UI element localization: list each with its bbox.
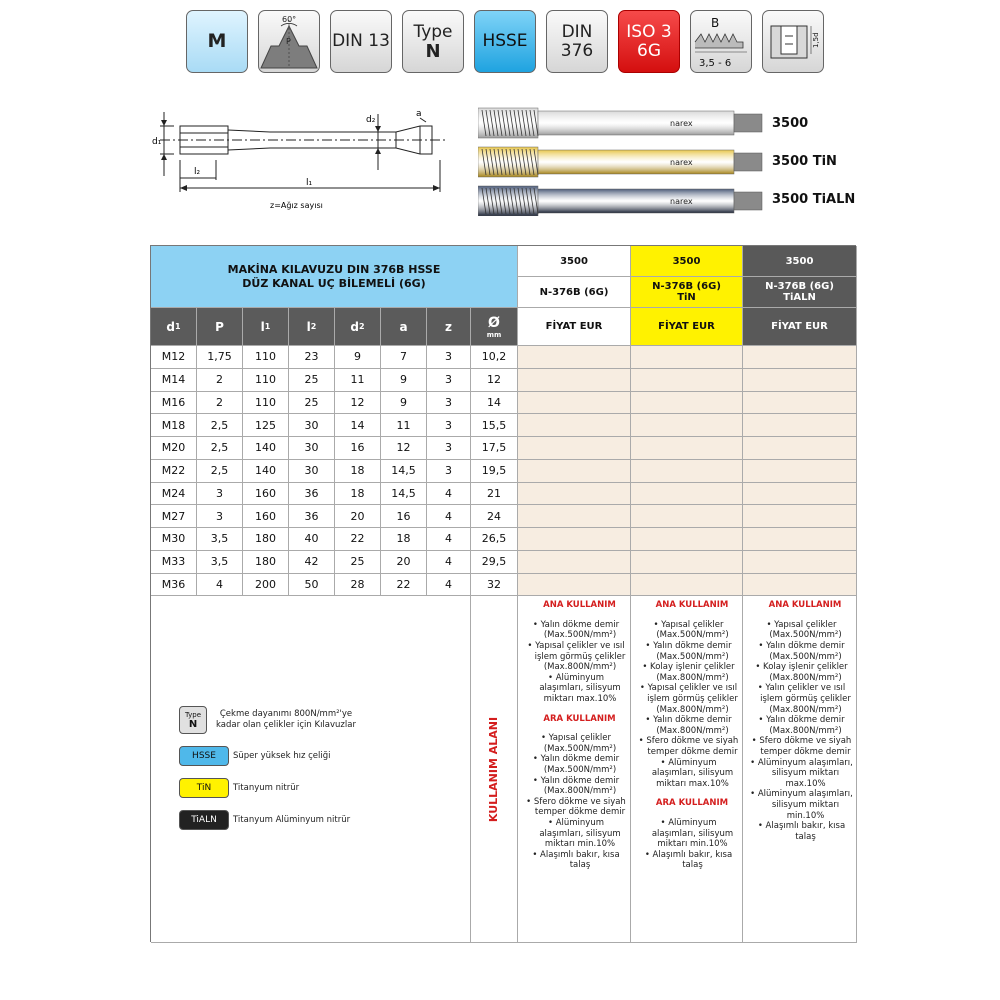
main-usage-item: • Yalın çelikler ve ısıl işlem görmüş çelikler (Max.800N/mm²): [757, 683, 851, 715]
price-cell-r6-p2: [743, 483, 857, 506]
main-usage-item: • Alüminyum alaşımları, silisyum miktarı max.10%: [539, 672, 621, 704]
cell-r8-c7: 26,5: [471, 528, 518, 551]
product-table: [150, 245, 856, 942]
price-cell-r5-p1: [631, 460, 743, 483]
cell-r3-c3: 30: [289, 414, 335, 437]
price-cell-r10-p2: [743, 574, 857, 597]
price-label-0: FİYAT EUR: [518, 308, 631, 346]
tool-label-2: 3500 TiALN: [772, 192, 856, 207]
cell-r4-c1: 2,5: [197, 437, 243, 460]
price-cell-r9-p0: [518, 551, 631, 574]
cell-r2-c4: 12: [335, 392, 381, 415]
thread-angle-label: 60°: [282, 14, 297, 24]
cell-r5-c1: 2,5: [197, 460, 243, 483]
price-cell-r3-p0: [518, 414, 631, 437]
price-cell-r2-p2: [743, 392, 857, 415]
usage-list-0: [518, 596, 631, 871]
cell-r1-c1: 2: [197, 369, 243, 392]
column-header-7: [471, 308, 518, 346]
badge-row: [186, 10, 820, 73]
badge-line1: DIN 13: [332, 31, 390, 51]
legend-badge-2: TiN: [179, 778, 229, 798]
tool-image-0: [478, 108, 762, 138]
cell-r0-c4: 9: [335, 346, 381, 369]
cell-r2-c3: 25: [289, 392, 335, 415]
column-subscript: 1: [264, 322, 271, 331]
column-header-3: [289, 308, 335, 346]
main-usage-item: • Kolay işlenir çelikler (Max.800N/mm²): [642, 662, 735, 683]
column-header-5: [381, 308, 427, 346]
main-usage-item: • Yalın dökme demir (Max.500N/mm²): [758, 641, 845, 662]
cell-r1-c5: 9: [381, 369, 427, 392]
size-M33: M33: [151, 551, 197, 574]
main-usage-item: • Yapısal çelikler (Max.500N/mm²): [653, 619, 729, 641]
size-M24: M24: [151, 483, 197, 506]
legend-badge-3: TiALN: [179, 810, 229, 830]
price-cell-r0-p0: [518, 346, 631, 369]
teeth-note: z=Ağız sayısı: [270, 201, 323, 210]
table-title-line2: DÜZ KANAL UÇ BİLEMELİ (6G): [242, 276, 426, 290]
cell-r0-c2: 110: [243, 346, 289, 369]
cell-r3-c7: 15,5: [471, 414, 518, 437]
legend-row-2: [179, 778, 299, 798]
cell-r3-c1: 2,5: [197, 414, 243, 437]
cell-r8-c1: 3,5: [197, 528, 243, 551]
cell-r10-c1: 4: [197, 574, 243, 597]
tool-brand: narex: [670, 158, 693, 167]
secondary-usage-title: ARA KULLANIM: [655, 798, 729, 809]
badge-5: [546, 10, 608, 73]
cell-r0-c7: 10,2: [471, 346, 518, 369]
secondary-usage-item: • Yapısal çelikler (Max.500N/mm²): [540, 733, 617, 754]
diameter-icon: Ø: [488, 314, 500, 331]
column-subscript: 2: [359, 322, 365, 331]
cell-r8-c3: 40: [289, 528, 335, 551]
price-cell-r7-p2: [743, 505, 857, 528]
main-usage-item: • Yalın dökme demir (Max.500N/mm²): [645, 641, 732, 662]
product-code-0: 3500: [518, 246, 631, 277]
cell-r10-c3: 50: [289, 574, 335, 597]
cell-r2-c2: 110: [243, 392, 289, 415]
usage-list-2: [743, 596, 857, 842]
badge-line1: M: [207, 30, 227, 52]
cell-r8-c6: 4: [427, 528, 471, 551]
price-cell-r9-p1: [631, 551, 743, 574]
cell-r10-c4: 28: [335, 574, 381, 597]
badge-3: [402, 10, 464, 73]
badge-2: [330, 10, 392, 73]
cell-r7-c6: 4: [427, 505, 471, 528]
column-symbol: d: [166, 319, 175, 334]
price-cell-r10-p0: [518, 574, 631, 597]
product-code-2: 3500: [743, 246, 857, 277]
legend-row-1: [179, 746, 331, 766]
column-header-1: [197, 308, 243, 346]
main-usage-title: ANA KULLANIM: [768, 600, 842, 611]
secondary-usage-title: ARA KULLANIM: [543, 713, 616, 724]
cell-r0-c6: 3: [427, 346, 471, 369]
thread-profile-icon: [259, 12, 319, 72]
column-header-0: [151, 308, 197, 346]
cell-r4-c3: 30: [289, 437, 335, 460]
secondary-usage-item: • Sfero dökme ve siyah temper dökme demir: [526, 796, 626, 818]
cell-r5-c2: 140: [243, 460, 289, 483]
tool-brand: narex: [670, 119, 693, 128]
cell-r5-c7: 19,5: [471, 460, 518, 483]
column-header-6: [427, 308, 471, 346]
legend-badge-0: [179, 706, 207, 734]
cell-r3-c4: 14: [335, 414, 381, 437]
main-usage-item: • Yalın dökme demir (Max.500N/mm²): [532, 619, 620, 641]
product-coating: TiALN: [783, 292, 816, 303]
cell-r9-c6: 4: [427, 551, 471, 574]
badge-line1: HSSE: [482, 31, 528, 51]
main-usage-item: • Yapısal çelikler ve ısıl işlem görmüş çelikler (Max.800N/mm²): [527, 641, 626, 673]
tap-dimension-drawing: [150, 100, 450, 215]
cell-r6-c6: 4: [427, 483, 471, 506]
main-usage-item: • Yapısal çelikler (Max.500N/mm²): [766, 619, 842, 641]
thread-pitch-label: P: [286, 36, 291, 46]
price-cell-r8-p2: [743, 528, 857, 551]
price-cell-r3-p2: [743, 414, 857, 437]
product-name-0: [518, 277, 631, 308]
column-symbol: z: [445, 319, 452, 334]
cell-r4-c7: 17,5: [471, 437, 518, 460]
size-M14: M14: [151, 369, 197, 392]
table-title: [151, 246, 518, 308]
price-cell-r8-p0: [518, 528, 631, 551]
secondary-usage-item: • Yalın dökme demir (Max.800N/mm²): [532, 775, 620, 797]
cell-r1-c6: 3: [427, 369, 471, 392]
label-l2: l₂: [194, 167, 201, 177]
price-cell-r10-p1: [631, 574, 743, 597]
legend-text-1: Süper yüksek hız çeliği: [233, 750, 331, 761]
cell-r2-c1: 2: [197, 392, 243, 415]
main-usage-title: ANA KULLANIM: [655, 600, 729, 611]
cell-r10-c5: 22: [381, 574, 427, 597]
price-cell-r1-p2: [743, 369, 857, 392]
column-symbol: l: [260, 319, 265, 334]
cell-r4-c5: 12: [381, 437, 427, 460]
main-usage-item: • Alüminyum alaşımları, silisyum miktarı min.10%: [750, 789, 853, 821]
cell-r6-c7: 21: [471, 483, 518, 506]
cell-r10-c2: 200: [243, 574, 289, 597]
tool-label-0: 3500: [772, 116, 809, 131]
column-symbol: d: [350, 319, 359, 334]
price-cell-r5-p0: [518, 460, 631, 483]
legend-badge-line1: Type: [184, 711, 202, 720]
cell-r7-c7: 24: [471, 505, 518, 528]
badge-line1: DIN: [561, 21, 593, 42]
cell-r6-c4: 18: [335, 483, 381, 506]
cell-r4-c2: 140: [243, 437, 289, 460]
cell-r6-c1: 3: [197, 483, 243, 506]
cell-r9-c5: 20: [381, 551, 427, 574]
legend-row-0: [179, 706, 361, 734]
label-a: a: [416, 109, 422, 119]
badge-4: [474, 10, 536, 73]
product-standard: N-376B (6G): [539, 286, 609, 298]
legend-area: [151, 596, 471, 943]
main-usage-item: • Yalın dökme demir (Max.800N/mm²): [645, 715, 732, 736]
cell-r7-c4: 20: [335, 505, 381, 528]
cell-r0-c3: 23: [289, 346, 335, 369]
cell-r7-c5: 16: [381, 505, 427, 528]
secondary-usage-item: • Yalın dökme demir (Max.500N/mm²): [532, 754, 620, 775]
price-cell-r7-p1: [631, 505, 743, 528]
price-cell-r0-p2: [743, 346, 857, 369]
product-code-1: 3500: [631, 246, 743, 277]
cell-r9-c7: 29,5: [471, 551, 518, 574]
cell-r1-c4: 11: [335, 369, 381, 392]
secondary-usage-item: • Alüminyum alaşımları, silisyum miktarı min.10%: [651, 817, 734, 850]
legend-row-3: [179, 810, 350, 830]
column-header-2: [243, 308, 289, 346]
tool-brand: narex: [670, 197, 693, 206]
label-d2: d₂: [366, 115, 376, 125]
price-label-2: FİYAT EUR: [743, 308, 857, 346]
cell-r8-c2: 180: [243, 528, 289, 551]
column-subscript: 2: [310, 322, 317, 331]
usage-col-2: [743, 596, 857, 943]
thread-depth-label: 1,5d: [812, 31, 820, 48]
cell-r6-c5: 14,5: [381, 483, 427, 506]
usage-area-text: KULLANIM ALANI: [487, 716, 501, 822]
price-cell-r9-p2: [743, 551, 857, 574]
cell-r1-c3: 25: [289, 369, 335, 392]
legend-text-2: Titanyum nitrür: [233, 782, 300, 793]
badge-0: [186, 10, 248, 73]
size-M36: M36: [151, 574, 197, 597]
size-M27: M27: [151, 505, 197, 528]
cell-r3-c5: 11: [381, 414, 427, 437]
badge-line2: N: [425, 40, 441, 62]
chamfer-icon: [691, 12, 751, 72]
column-subscript: 1: [175, 322, 181, 331]
legend-text-3: Titanyum Alüminyum nitrür: [233, 814, 351, 825]
cell-r5-c3: 30: [289, 460, 335, 483]
chamfer-form-label: B: [711, 15, 720, 30]
cell-r7-c1: 3: [197, 505, 243, 528]
badge-line1: ISO 3: [626, 21, 672, 42]
price-cell-r7-p0: [518, 505, 631, 528]
cell-r5-c5: 14,5: [381, 460, 427, 483]
column-symbol: P: [215, 319, 224, 334]
main-usage-item: • Alaşımlı bakır, kısa talaş: [757, 821, 846, 842]
cell-r8-c4: 22: [335, 528, 381, 551]
tool-images: [478, 104, 768, 216]
diameter-unit: mm: [486, 330, 502, 339]
column-symbol: a: [399, 319, 408, 334]
price-cell-r8-p1: [631, 528, 743, 551]
size-M22: M22: [151, 460, 197, 483]
label-d1: d₁: [152, 137, 162, 147]
cell-r9-c3: 42: [289, 551, 335, 574]
badge-8: [762, 10, 824, 73]
main-usage-item: • Alüminyum alaşımları, silisyum miktarı max.10%: [750, 757, 853, 789]
badge-7: [690, 10, 752, 73]
cell-r3-c2: 125: [243, 414, 289, 437]
badge-line1: Type: [413, 21, 453, 42]
price-cell-r4-p0: [518, 437, 631, 460]
price-cell-r3-p1: [631, 414, 743, 437]
main-usage-item: • Kolay işlenir çelikler (Max.800N/mm²): [755, 662, 848, 683]
cell-r1-c2: 110: [243, 369, 289, 392]
size-M16: M16: [151, 392, 197, 415]
secondary-usage-item: • Alaşımlı bakır, kısa talaş: [644, 849, 733, 871]
secondary-usage-item: • Alaşımlı bakır, kısa talaş: [532, 849, 620, 871]
secondary-usage-item: • Alüminyum alaşımları, silisyum miktarı min.10%: [539, 817, 621, 850]
product-standard: N-376B (6G): [652, 281, 721, 292]
cell-r9-c4: 25: [335, 551, 381, 574]
product-standard: N-376B (6G): [765, 281, 834, 292]
usage-col-0: [518, 596, 631, 943]
price-cell-r0-p1: [631, 346, 743, 369]
tool-label-1: 3500 TiN: [772, 154, 837, 169]
tool-image-2: [478, 186, 762, 216]
main-usage-item: • Yalın dökme demir (Max.800N/mm²): [758, 715, 845, 736]
cell-r2-c7: 14: [471, 392, 518, 415]
main-usage-item: • Yapısal çelikler ve ısıl işlem görmüş çelikler (Max.800N/mm²): [639, 683, 738, 715]
cell-r7-c3: 36: [289, 505, 335, 528]
cell-r4-c6: 3: [427, 437, 471, 460]
price-cell-r5-p2: [743, 460, 857, 483]
cell-r10-c7: 32: [471, 574, 518, 597]
main-usage-item: • Alüminyum alaşımları, silisyum miktarı max.10%: [651, 757, 734, 789]
cell-r6-c3: 36: [289, 483, 335, 506]
table-title-line1: MAKİNA KILAVUZU DIN 376B HSSE: [227, 262, 441, 276]
cell-r2-c6: 3: [427, 392, 471, 415]
chamfer-range-label: 3,5 - 6: [699, 57, 732, 69]
size-M30: M30: [151, 528, 197, 551]
product-name-2: [743, 277, 857, 308]
cell-r4-c4: 16: [335, 437, 381, 460]
thread-depth-icon: [763, 12, 823, 72]
label-l1: l₁: [306, 178, 313, 188]
cell-r9-c2: 180: [243, 551, 289, 574]
main-usage-item: • Sfero dökme ve siyah temper dökme demir: [638, 736, 739, 757]
cell-r10-c6: 4: [427, 574, 471, 597]
badge-1: [258, 10, 320, 73]
cell-r5-c4: 18: [335, 460, 381, 483]
legend-text-0: Çekme dayanımı 800N/mm²'ye kadar olan çelikler için Kılavuzlar: [216, 709, 356, 731]
badge-6: [618, 10, 680, 73]
price-cell-r6-p1: [631, 483, 743, 506]
legend-badge-1: HSSE: [179, 746, 229, 766]
cell-r7-c2: 160: [243, 505, 289, 528]
cell-r2-c5: 9: [381, 392, 427, 415]
product-coating: TiN: [677, 292, 696, 303]
usage-list-1: [631, 596, 743, 871]
size-M20: M20: [151, 437, 197, 460]
cell-r3-c6: 3: [427, 414, 471, 437]
usage-area-label: [471, 596, 518, 943]
cell-r8-c5: 18: [381, 528, 427, 551]
column-header-4: [335, 308, 381, 346]
size-M18: M18: [151, 414, 197, 437]
price-cell-r4-p2: [743, 437, 857, 460]
column-symbol: l: [306, 319, 311, 334]
badge-line2: 6G: [637, 40, 661, 61]
price-cell-r4-p1: [631, 437, 743, 460]
cell-r6-c2: 160: [243, 483, 289, 506]
main-usage-item: • Sfero dökme ve siyah temper dökme demir: [751, 736, 852, 757]
cell-r1-c7: 12: [471, 369, 518, 392]
main-usage-title: ANA KULLANIM: [543, 600, 616, 611]
product-name-1: [631, 277, 743, 308]
cell-r5-c6: 3: [427, 460, 471, 483]
cell-r9-c1: 3,5: [197, 551, 243, 574]
tool-image-1: [478, 147, 762, 177]
cell-r0-c5: 7: [381, 346, 427, 369]
usage-col-1: [631, 596, 743, 943]
cell-r0-c1: 1,75: [197, 346, 243, 369]
badge-line2: 376: [560, 40, 594, 61]
legend-badge-line2: N: [188, 719, 198, 731]
price-label-1: FİYAT EUR: [631, 308, 743, 346]
price-cell-r2-p1: [631, 392, 743, 415]
size-M12: M12: [151, 346, 197, 369]
price-cell-r6-p0: [518, 483, 631, 506]
price-cell-r2-p0: [518, 392, 631, 415]
price-cell-r1-p1: [631, 369, 743, 392]
price-cell-r1-p0: [518, 369, 631, 392]
